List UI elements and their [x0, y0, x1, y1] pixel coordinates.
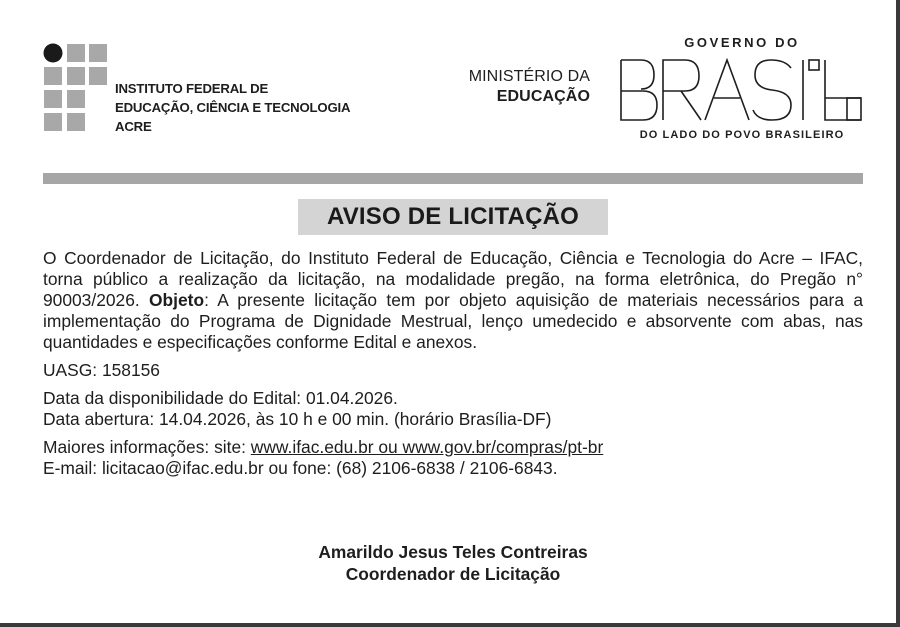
signature-block [43, 541, 863, 585]
government-top-text: GOVERNO DO [684, 35, 800, 50]
uasg-code: UASG: 158156 [43, 360, 160, 380]
more-info-label: Maiores informações: site: [43, 437, 251, 457]
more-info [43, 437, 863, 458]
signatory-role: Coordenador de Licitação [345, 564, 561, 584]
header-divider [43, 173, 863, 184]
government-slogan: DO LADO DO POVO BRASILEIRO [639, 129, 845, 141]
availability-date: Data da disponibilidade do Edital: 01.04.2026. [43, 388, 398, 408]
notice-title: AVISO DE LICITAÇÃO [326, 203, 580, 230]
opening-date: Data abertura: 14.04.2026, às 10 h e 00 min. (horário Brasília-DF) [43, 409, 552, 429]
ministry-line-1: MINISTÉRIO DA [468, 68, 590, 85]
object-label: Objeto [149, 290, 205, 310]
institute-line-2: EDUCAÇÃO, CIÊNCIA E TECNOLOGIA [115, 100, 351, 115]
institute-line-1: INSTITUTO FEDERAL DE [115, 81, 269, 96]
notice-intro: O Coordenador de Licitação, do Instituto Federal de Educação, Ciência e Tecnologia do Acre – IFAC, torna público a realização da licitação, na modalidade pregão, na forma eletrônica, do Pregão n° 90003/2026. [43, 248, 863, 310]
signatory-name: Amarildo Jesus Teles Contreiras [318, 542, 588, 562]
ministry-line-2: EDUCAÇÃO [496, 88, 590, 105]
website-links[interactable]: www.ifac.edu.br ou www.gov.br/compras/pt-br [250, 437, 604, 457]
ministry-name [430, 67, 590, 107]
notice-title-box [298, 199, 608, 235]
institute-name [115, 79, 385, 136]
notice-paragraph [43, 248, 863, 353]
contact-info: E-mail: licitacao@ifac.edu.br ou fone: (68) 2106-6838 / 2106-6843. [43, 458, 558, 478]
brasil-wordmark-icon [619, 58, 863, 122]
institute-line-3: ACRE [115, 119, 152, 134]
notice-body [43, 248, 863, 479]
ifac-logo-icon [43, 43, 113, 133]
object-text: : A presente licitação tem por objeto aquisição de materiais necessários para a implementação do Programa de Dignidade Mestrual, lenço umedecido e absorvente com abas, nas quantidades e especificações conforme Edital e anexos. [43, 290, 863, 352]
